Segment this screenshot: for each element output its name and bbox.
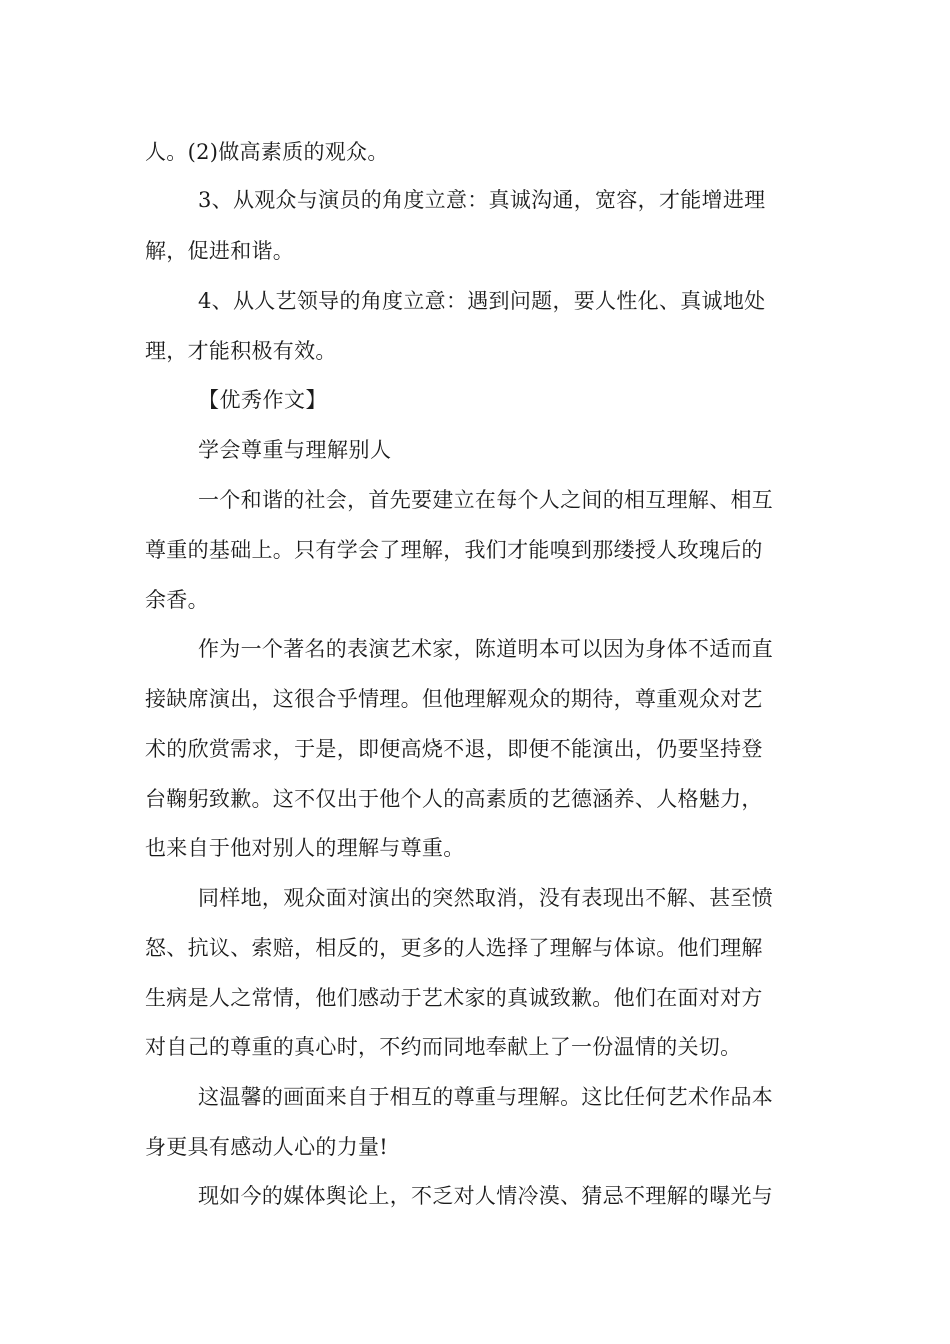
text-line: 4、从人艺领导的角度立意：遇到问题，要人性化、真诚地处 — [198, 289, 766, 313]
text-line: 也来自于他对别人的理解与尊重。 — [145, 836, 465, 860]
text-line: 台鞠躬致歉。这不仅出于他个人的高素质的艺德涵养、人格魅力， — [145, 787, 763, 811]
text-line: 理，才能积极有效。 — [145, 339, 337, 363]
text-line: 术的欣赏需求，于是，即便高烧不退，即便不能演出，仍要坚持登 — [145, 737, 763, 761]
text-line: 尊重的基础上。只有学会了理解，我们才能嗅到那缕授人玫瑰后的 — [145, 538, 763, 562]
text-line: 对自己的尊重的真心时，不约而同地奉献上了一份温情的关切。 — [145, 1035, 742, 1059]
text-line: 余香。 — [145, 588, 209, 612]
text-line: 一个和谐的社会，首先要建立在每个人之间的相互理解、相互 — [198, 488, 774, 512]
text-line: 作为一个著名的表演艺术家，陈道明本可以因为身体不适而直 — [198, 637, 774, 661]
text-line: 人。(2)做高素质的观众。 — [145, 140, 389, 164]
essay-title: 学会尊重与理解别人 — [198, 438, 392, 462]
text-line: 这温馨的画面来自于相互的尊重与理解。这比任何艺术作品本 — [198, 1085, 774, 1109]
text-line: 生病是人之常情，他们感动于艺术家的真诚致歉。他们在面对对方 — [145, 986, 763, 1010]
text-line: 解，促进和谐。 — [145, 239, 295, 263]
text-line: 接缺席演出，这很合乎情理。但他理解观众的期待，尊重观众对艺 — [145, 687, 763, 711]
text-line: 现如今的媒体舆论上，不乏对人情冷漠、猜忌不理解的曝光与 — [198, 1184, 774, 1208]
text-line: 怒、抗议、索赔，相反的，更多的人选择了理解与体谅。他们理解 — [145, 936, 763, 960]
text-line: 同样地，观众面对演出的突然取消，没有表现出不解、甚至愤 — [198, 886, 774, 910]
text-line: 3、从观众与演员的角度立意：真诚沟通，宽容，才能增进理 — [198, 188, 766, 212]
section-heading: 【优秀作文】 — [198, 388, 327, 412]
text-line: 身更具有感动人心的力量! — [145, 1135, 389, 1159]
